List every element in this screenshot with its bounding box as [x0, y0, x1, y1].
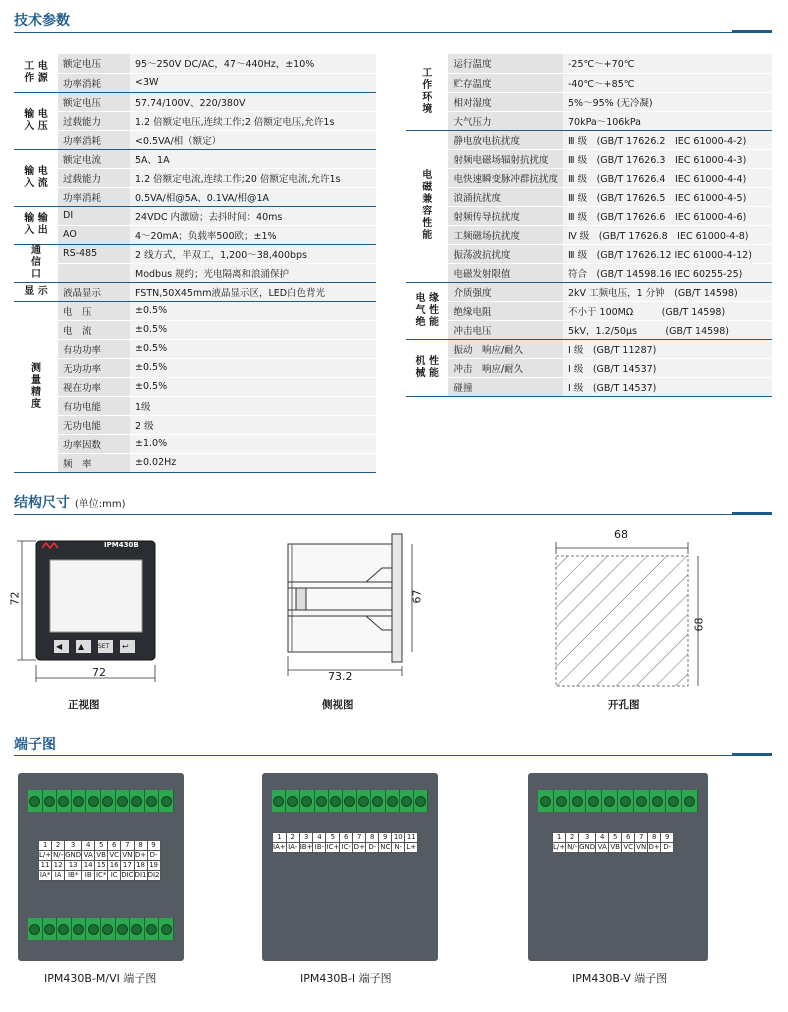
- pin-cell: L/+: [553, 843, 566, 851]
- spec-group-label: 测 量 精 度: [14, 301, 58, 472]
- terminal-caption-mvi: IPM430B-M/VI 端子图: [44, 972, 157, 985]
- spec-param-name: 视在功率: [58, 377, 130, 396]
- pin-cell: GND: [579, 843, 596, 851]
- spec-group-label: 输 电 入 流: [14, 149, 58, 206]
- cutout-view-caption: 开孔图: [608, 699, 640, 711]
- spec-row: [406, 111, 772, 130]
- pin-table-v: [552, 832, 674, 853]
- spec-group-label: 电 磁 兼 容 性 能: [406, 130, 448, 282]
- pin-cell: GND: [65, 851, 82, 859]
- spec-param-value: ±0.5%: [130, 301, 376, 320]
- spec-param-name: 工频磁场抗扰度: [448, 225, 563, 244]
- spec-group-label: 工 作 环 境: [406, 54, 448, 130]
- pin-cell: IC*: [95, 871, 107, 879]
- section-title-struct: [14, 492, 126, 512]
- spec-param-name: 电磁发射限值: [448, 263, 563, 282]
- pin-cell: 6: [108, 841, 121, 851]
- spec-param-name: 频 率: [58, 453, 130, 472]
- spec-param-name: 无功电能: [58, 415, 130, 434]
- pin-cell: 3: [299, 833, 313, 843]
- spec-param-value: 4～20mA；负载率500欧；±1%: [130, 225, 376, 244]
- spec-group-label: 输 输 入 出: [14, 206, 58, 244]
- pin-cell: 9: [379, 833, 392, 843]
- spec-param-value: 70kPa～106kPa: [563, 111, 772, 130]
- spec-param-value: Ⅳ 级 (GB/T 17626.8 IEC 61000-4-8): [563, 225, 772, 244]
- spec-param-value: Ⅲ 级 (GB/T 17626.12 IEC 61000-4-12): [563, 244, 772, 263]
- pin-cell: L/+: [39, 851, 52, 859]
- terminal-strip-top-mvi: [28, 790, 174, 812]
- spec-param-name: DI: [58, 206, 130, 225]
- spec-param-value: ±1.0%: [130, 434, 376, 453]
- pin-cell: 13: [65, 861, 82, 871]
- front-btn-back-icon: ↩: [122, 642, 129, 651]
- pin-cell: D-: [366, 843, 379, 853]
- pin-cell: 17: [121, 861, 134, 871]
- pin-cell: 4: [596, 833, 609, 843]
- spec-row: [406, 263, 772, 282]
- spec-row: [406, 301, 772, 320]
- terminal-strip-v: [538, 790, 698, 812]
- spec-param-value: 2 线方式，半双工，1,200～38,400bps: [130, 244, 376, 263]
- spec-param-name: 冲击 响应/耐久: [448, 358, 563, 377]
- spec-row: [406, 130, 772, 149]
- pin-row: [39, 851, 161, 861]
- spec-row: [14, 111, 376, 130]
- pin-cell: D+: [648, 843, 660, 851]
- section-title-tech: 技术参数: [14, 13, 70, 29]
- side-dim-height: 67: [410, 589, 424, 604]
- pin-row: [553, 833, 674, 843]
- spec-group-label: 显 示: [14, 282, 58, 301]
- spec-row: [406, 339, 772, 358]
- spec-param-name: RS-485: [58, 244, 130, 263]
- spec-param-name: 功率消耗: [58, 73, 130, 92]
- spec-row: [406, 206, 772, 225]
- pin-cell: 19: [147, 861, 160, 871]
- terminal-strip-i: [272, 790, 428, 812]
- spec-row: [406, 358, 772, 377]
- spec-param-name: 介质强度: [448, 282, 563, 301]
- pin-cell: 5: [95, 841, 108, 851]
- pin-cell: 5: [609, 833, 622, 843]
- pin-cell: 6: [622, 833, 635, 843]
- section-rule: [14, 32, 772, 33]
- pin-cell: IC: [108, 871, 121, 881]
- pin-cell: N-: [392, 843, 405, 853]
- pin-cell: IA-: [288, 843, 298, 851]
- spec-row: [14, 434, 376, 453]
- pin-cell: 8: [648, 833, 661, 843]
- spec-param-name: 射频传导抗扰度: [448, 206, 563, 225]
- pin-cell: 8: [134, 841, 147, 851]
- spec-group-label: 机 性 械 能: [406, 339, 448, 396]
- spec-param-name: 振荡波抗扰度: [448, 244, 563, 263]
- pin-cell: IA+: [273, 843, 286, 851]
- front-btn-up-icon: ▲: [78, 642, 85, 651]
- spec-row: [406, 168, 772, 187]
- terminal-strip-bottom-mvi: [28, 918, 174, 940]
- spec-param-value: 2kV 工频电压，1 分钟 (GB/T 14598): [563, 282, 772, 301]
- pin-cell: N/-: [567, 843, 578, 851]
- spec-param-value: -25℃～+70℃: [563, 54, 772, 73]
- pin-cell: 7: [121, 841, 134, 851]
- spec-param-name: 过载能力: [58, 168, 130, 187]
- struct-title-text: 结构尺寸: [14, 495, 70, 511]
- spec-table-right: [406, 54, 772, 397]
- pin-cell: VC: [109, 851, 120, 859]
- pin-cell: D-: [661, 843, 674, 853]
- spec-param-value: Ⅰ 级 (GB/T 14537): [563, 358, 772, 377]
- pin-cell: 2: [566, 833, 579, 843]
- spec-row: [14, 206, 376, 225]
- pin-cell: 16: [108, 861, 121, 871]
- spec-row: [14, 358, 376, 377]
- spec-param-value: 95～250V DC/AC，47～440Hz，±10%: [130, 54, 376, 73]
- pin-cell: VA: [597, 843, 607, 851]
- spec-param-value: Modbus 规约；光电隔离和浪涌保护: [130, 263, 376, 282]
- spec-row: [406, 377, 772, 396]
- spec-param-value: ±0.5%: [130, 358, 376, 377]
- side-dim-width: 73.2: [328, 670, 353, 683]
- spec-param-name: 静电放电抗扰度: [448, 130, 563, 149]
- spec-param-name: 有功电能: [58, 396, 130, 415]
- spec-param-value: Ⅲ 级 (GB/T 17626.5 IEC 61000-4-5): [563, 187, 772, 206]
- pin-cell: L+: [406, 843, 417, 851]
- spec-param-name: 冲击电压: [448, 320, 563, 339]
- pin-cell: 11: [405, 833, 418, 843]
- spec-param-name: 功率因数: [58, 434, 130, 453]
- pin-cell: 7: [635, 833, 648, 843]
- spec-row: [14, 149, 376, 168]
- pin-cell: IA*: [39, 871, 51, 879]
- front-btn-set-label: SET: [98, 643, 110, 650]
- pin-cell: 9: [661, 833, 674, 843]
- pin-cell: N/-: [53, 851, 64, 859]
- spec-row: [14, 187, 376, 206]
- spec-param-name: 浪涌抗扰度: [448, 187, 563, 206]
- spec-param-name: 电 压: [58, 301, 130, 320]
- spec-row: [14, 377, 376, 396]
- section-title-terminal: 端子图: [14, 737, 56, 753]
- pin-row: [39, 841, 161, 851]
- spec-param-name: 相对湿度: [448, 92, 563, 111]
- side-view-caption: 侧视图: [322, 699, 354, 711]
- spec-row: [406, 320, 772, 339]
- spec-param-value: Ⅲ 级 (GB/T 17626.2 IEC 61000-4-2): [563, 130, 772, 149]
- spec-row: [406, 187, 772, 206]
- pin-cell: 15: [95, 861, 108, 871]
- pin-row: [273, 843, 418, 853]
- pin-cell: D-: [147, 851, 160, 861]
- spec-row: [406, 149, 772, 168]
- device-model-label: IPM430B: [104, 541, 139, 549]
- spec-param-name: 绝缘电阻: [448, 301, 563, 320]
- section-rule: [14, 514, 772, 515]
- pin-cell: 3: [65, 841, 82, 851]
- spec-param-name: 功率消耗: [58, 130, 130, 149]
- spec-table-left: [14, 54, 376, 473]
- pin-cell: VB: [610, 843, 620, 851]
- spec-param-value: 5kV，1.2/50μs (GB/T 14598): [563, 320, 772, 339]
- pin-row: [273, 833, 418, 843]
- pin-cell: IB: [82, 871, 95, 881]
- pin-cell: 2: [52, 841, 65, 851]
- cutout-dim-width: 68: [614, 528, 628, 541]
- spec-param-value: FSTN,50X45mm液晶显示区，LED白色背光: [130, 282, 376, 301]
- pin-cell: 3: [579, 833, 596, 843]
- pin-cell: 2: [286, 833, 299, 843]
- front-view-caption: 正视图: [68, 699, 100, 711]
- spec-row: [14, 396, 376, 415]
- pin-cell: 4: [313, 833, 326, 843]
- spec-param-value: ±0.5%: [130, 339, 376, 358]
- spec-param-name: 额定电压: [58, 54, 130, 73]
- spec-param-name: 过载能力: [58, 111, 130, 130]
- spec-param-value: Ⅲ 级 (GB/T 17626.4 IEC 61000-4-4): [563, 168, 772, 187]
- spec-row: [14, 73, 376, 92]
- spec-param-name: 射频电磁场辐射抗扰度: [448, 149, 563, 168]
- section-rule: [14, 755, 772, 756]
- pin-cell: DI2: [147, 871, 160, 879]
- pin-cell: 5: [326, 833, 340, 843]
- pin-cell: NC: [380, 843, 391, 851]
- pin-cell: D+: [353, 843, 365, 851]
- spec-row: [14, 263, 376, 282]
- spec-param-value: 1.2 倍额定电流,连续工作;20 倍额定电流,允许1s: [130, 168, 376, 187]
- pin-cell: VN: [122, 851, 133, 859]
- spec-param-value: <3W: [130, 73, 376, 92]
- spec-row: [14, 225, 376, 244]
- pin-row: [39, 861, 161, 871]
- pin-cell: VA: [83, 851, 93, 859]
- pin-cell: 10: [392, 833, 405, 843]
- pin-cell: 11: [39, 861, 52, 871]
- spec-param-name: 碰撞: [448, 377, 563, 396]
- pin-cell: 8: [366, 833, 379, 843]
- spec-param-value: Ⅰ 级 (GB/T 14537): [563, 377, 772, 396]
- pin-cell: IA: [52, 871, 65, 881]
- pin-cell: IB+: [299, 843, 313, 851]
- side-view-drawing: [282, 530, 432, 690]
- pin-cell: VB: [96, 851, 106, 859]
- pin-cell: 14: [82, 861, 95, 871]
- pin-row: [39, 871, 161, 881]
- spec-row: [406, 225, 772, 244]
- spec-group-label: 电 缘 气 性 绝 能: [406, 282, 448, 339]
- spec-row: [406, 244, 772, 263]
- spec-param-name: 贮存温度: [448, 73, 563, 92]
- spec-param-name: 额定电流: [58, 149, 130, 168]
- spec-row: [406, 54, 772, 73]
- spec-group-label: 通 信 口: [14, 244, 58, 282]
- pin-cell: 12: [52, 861, 65, 871]
- spec-param-value: Ⅰ 级 (GB/T 11287): [563, 339, 772, 358]
- pin-cell: 1: [553, 833, 566, 843]
- struct-unit-text: (单位:mm): [74, 499, 126, 510]
- cutout-view-drawing: [548, 536, 718, 696]
- pin-table-i: [272, 832, 418, 853]
- spec-param-value: Ⅲ 级 (GB/T 17626.6 IEC 61000-4-6): [563, 206, 772, 225]
- pin-cell: DIC: [121, 871, 134, 879]
- spec-param-name: 额定电压: [58, 92, 130, 111]
- pin-cell: 4: [82, 841, 95, 851]
- spec-group-label: 工 电 作 源: [14, 54, 58, 92]
- spec-row: [14, 244, 376, 263]
- spec-param-name: 无功功率: [58, 358, 130, 377]
- cutout-dim-height: 68: [692, 617, 706, 632]
- spec-param-value: -40℃～+85℃: [563, 73, 772, 92]
- spec-param-name: [58, 263, 130, 282]
- pin-cell: 7: [353, 833, 366, 843]
- spec-row: [406, 92, 772, 111]
- spec-param-value: ±0.5%: [130, 320, 376, 339]
- pin-cell: D+: [134, 851, 147, 859]
- pin-cell: 18: [134, 861, 147, 871]
- pin-cell: VC: [623, 843, 634, 851]
- spec-param-value: ±0.02Hz: [130, 453, 376, 472]
- spec-param-value: 0.5VA/相@5A、0.1VA/相@1A: [130, 187, 376, 206]
- spec-param-name: 运行温度: [448, 54, 563, 73]
- spec-row: [14, 282, 376, 301]
- spec-row: [14, 301, 376, 320]
- spec-param-value: 24VDC 内激励；去抖时间：40ms: [130, 206, 376, 225]
- spec-param-name: AO: [58, 225, 130, 244]
- spec-row: [14, 130, 376, 149]
- spec-row: [14, 339, 376, 358]
- front-dim-height: 72: [8, 591, 22, 606]
- spec-param-value: 5A、1A: [130, 149, 376, 168]
- spec-row: [14, 415, 376, 434]
- spec-param-name: 振动 响应/耐久: [448, 339, 563, 358]
- spec-param-name: 液晶显示: [58, 282, 130, 301]
- terminal-caption-i: IPM430B-I 端子图: [300, 972, 392, 985]
- terminal-caption-v: IPM430B-V 端子图: [572, 972, 668, 985]
- spec-row: [14, 168, 376, 187]
- pin-cell: IC+: [326, 843, 340, 851]
- pin-cell: 1: [273, 833, 287, 843]
- spec-param-name: 大气压力: [448, 111, 563, 130]
- spec-row: [406, 282, 772, 301]
- pin-cell: 9: [147, 841, 160, 851]
- spec-row: [406, 73, 772, 92]
- spec-param-name: 电 流: [58, 320, 130, 339]
- spec-param-value: 57.74/100V、220/380V: [130, 92, 376, 111]
- front-view-drawing: [14, 530, 164, 690]
- pin-cell: IB*: [65, 871, 82, 881]
- spec-param-value: 5%～95% (无冷凝): [563, 92, 772, 111]
- spec-param-name: 电快速瞬变脉冲群抗扰度: [448, 168, 563, 187]
- pin-cell: DI1: [134, 871, 147, 879]
- spec-param-value: 1级: [130, 396, 376, 415]
- pin-table-mvi: [38, 840, 161, 881]
- spec-group-label: 输 电 入 压: [14, 92, 58, 149]
- pin-row: [553, 843, 674, 853]
- pin-cell: IC-: [341, 843, 352, 851]
- pin-cell: IB-: [314, 843, 325, 851]
- spec-row: [14, 92, 376, 111]
- pin-cell: 6: [340, 833, 353, 843]
- front-dim-width: 72: [92, 666, 106, 679]
- spec-row: [14, 320, 376, 339]
- spec-param-name: 功率消耗: [58, 187, 130, 206]
- spec-param-value: 2 级: [130, 415, 376, 434]
- spec-row: [14, 54, 376, 73]
- spec-param-value: Ⅲ 级 (GB/T 17626.3 IEC 61000-4-3): [563, 149, 772, 168]
- spec-param-value: ±0.5%: [130, 377, 376, 396]
- spec-param-value: 符合 (GB/T 14598.16 IEC 60255-25): [563, 263, 772, 282]
- pin-cell: VN: [636, 843, 647, 851]
- spec-param-value: 1.2 倍额定电压,连续工作;2 倍额定电压,允许1s: [130, 111, 376, 130]
- spec-row: [14, 453, 376, 472]
- spec-param-value: <0.5VA/相（额定）: [130, 130, 376, 149]
- front-btn-left-icon: ◀: [56, 642, 63, 651]
- spec-param-name: 有功功率: [58, 339, 130, 358]
- pin-cell: 1: [39, 841, 52, 851]
- spec-param-value: 不小于 100MΩ (GB/T 14598): [563, 301, 772, 320]
